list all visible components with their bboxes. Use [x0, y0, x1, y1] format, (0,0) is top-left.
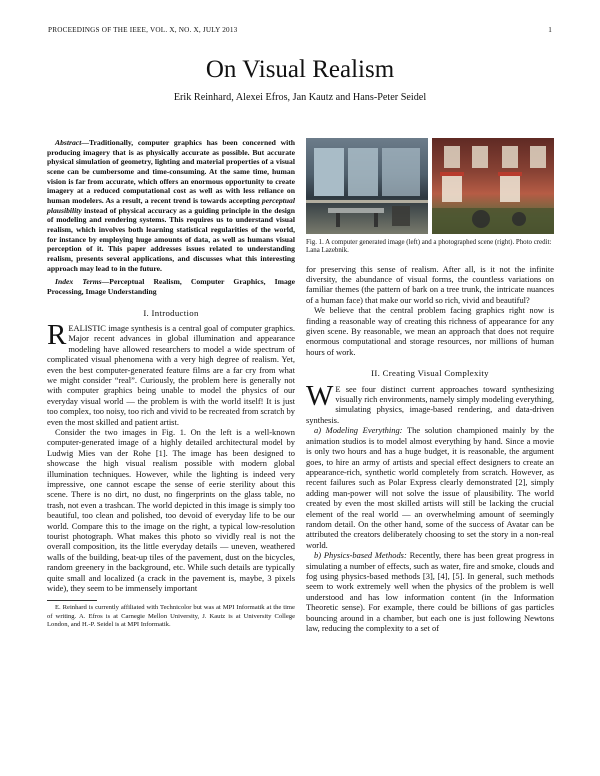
index-terms: Index Terms—Perceptual Realism, Computer Graphics, Image Processing, Image Understanding — [47, 277, 295, 296]
page-number: 1 — [548, 26, 552, 34]
modeling-everything-paragraph: a) Modeling Everything: The solution championed mainly by the animation studios is to model almost everything by hand. Since a movie is only two hours and has a huge budget, it is reasonable, the argument goes, to hire an army of artists and special effect designers to create an appearance-rich, synthetic world completely from scratch. However, as recent failures such as Polar Express clearly demonstrated [2], simply adding man-power will not solve the issue of plausibility. The world created by even the most skilled artists will still be lacking the crucial element of the real world — an overwhelming amount of seemingly random detail. On the other hand, some of the success of Avatar can be attributed the creators deliberately choosing to set the story in a non-real world. — [306, 425, 554, 550]
section-heading-introduction: I. Introduction — [143, 307, 199, 318]
subhead-modeling-everything: a) Modeling Everything: — [314, 425, 403, 436]
abstract-emphasis: perceptual plausibility — [47, 195, 295, 215]
intro-paragraph-2: Consider the two images in Fig. 1. On the left is a well-known computer-generated image of a highly detailed architectural model by Ludwig Mies van der Rohe [1]. The image has been designed to showcase the high visual realism possible with modern global illumination techniques. However, while the lighting is indeed very impressive, one cannot escape the sense of eerie sterility about this scene. There is no dirt, no dust, no fingerprints on the glass table, no trash, not even a trashcan. The world depicted in this image is simply too beautiful, too clean and polished, too devoid of everyday life to be our world. Compare this to the image on the right, a typical low-resolution tourist photograph. What makes this photo so vividly real is not the overall composition, its the little everyday details — uneven, weathered walls of the building, beat-up tiles of the pavement, dust on the bicycles, random greenery in the background, etc. While such details are typically quite small and localized (a crack in the pavement is, maybe, 3 pixels wide), they seem to be immensely important — [47, 426, 295, 594]
abstract: Abstract—Traditionally, computer graphics has been concerned with producing imagery that is as physically accurate as possible. But accurate physical simulation of geometry, lighting and material properties of a visual scene can be cumbersome and time-consuming. At the same time, human vision is far from accurate, which offers an enormous opportunity to create imagery at a reduced computational cost as well as with less reliance on human modelers. As a result, a recent trend is towards accepting perceptual plausibility instead of physical accuracy as a guiding principle in the design of modeling and rendering systems. This requires us to understand visual realism, which involves both learning statistical regularities of the world, for instance by employing huge amounts of data, as well as humans visual perception of it. This paper addresses issues related to understanding realism, presents several applications, and discusses what this interesting approach may lead to in the future. — [47, 138, 295, 273]
dropcap-r: R — [47, 318, 67, 351]
left-column — [47, 138, 295, 629]
section2-paragraph-1: W E see four distinct current approaches toward synthesizing visually rich environments, namely simply modeling everything, simulating physics, image-based rendering, and data-driven synthesis. — [306, 379, 554, 425]
paper-title: On Visual Realism — [205, 56, 395, 83]
photographed-scene-image — [432, 138, 554, 234]
physics-based-paragraph: b) Physics-based Methods: Recently, there has been great progress in simulating a number of effects, such as water, fire and smoke, clouds and fog using physics-based methods [3], [4], [5]. In general, such methods seem to work extremely well when the physics of the problem is well understood and has low information content (in the Information Theoretic sense). For example, there could be billions of gas particles bouncing around in a chamber, but each one is just following Newtons law, reducing the complexity to a set of — [306, 550, 554, 633]
footnote-divider — [47, 600, 97, 601]
figure-1-caption: Fig. 1. A computer generated image (left) and a photographed scene (right). Photo credit: Lana Lazebnik. — [306, 239, 552, 255]
journal-name: PROCEEDINGS OF THE IEEE, VOL. X, NO. X, JULY 2013 — [48, 26, 238, 34]
subhead-physics-based: b) Physics-based Methods: — [314, 550, 407, 561]
section-heading-creating-visual-complexity: II. Creating Visual Complexity — [371, 368, 489, 379]
intro-paragraph-3: We believe that the central problem facing graphics right now is finding a reasonable way of creating this richness of appearance for any given scene. By reasonable, we mean an approach that does not require enormous computational and storage resources, nor millions of human hours of work. — [306, 305, 554, 357]
computer-generated-image — [306, 138, 428, 234]
dropcap-w: W — [306, 379, 334, 412]
running-header — [48, 26, 552, 38]
intro-paragraph-1: REALISTIC image synthesis is a central goal of computer graphics. Major recent advances in global illumination and appearance modeling have allowed researchers to model a wide spectrum of complicated visual phenomena with a very high degree of realism. Yet, even the best computer-generated feature films are a far cry from what we might consider “real”. Curiously, the problem here is generally not with computer graphics being unable to model the physics of our everyday visual world — the problem is with the world itself! It is just too complex, too noisy, too rich and vivid to be recreated from scratch by even the most skilled and patient artist. — [47, 318, 295, 427]
author-list: Erik Reinhard, Alexei Efros, Jan Kautz and Hans-Peter Seidel — [173, 92, 427, 103]
index-terms-label: Index Terms — [55, 277, 102, 287]
author-affiliation-footnote: E. Reinhard is currently affiliated with Technicolor but was at MPI Informatik at the time of writing. A. Efros is at Carnegie Mellon University, J. Kautz is at University College London, and H.-P. Seidel is at MPI Informatik. — [47, 604, 295, 628]
figure-1 — [306, 138, 554, 234]
right-column — [306, 138, 554, 633]
intro-paragraph-cont: for preserving this sense of realism. After all, is it not the infinite diversity, the abundance of visual forms, the countless variations on familiar themes (the pattern of bark on a tree trunk, the intricate nuances of a human face) that make our world so rich, vivid and beautiful? — [306, 263, 554, 305]
abstract-label: Abstract — [55, 138, 82, 147]
